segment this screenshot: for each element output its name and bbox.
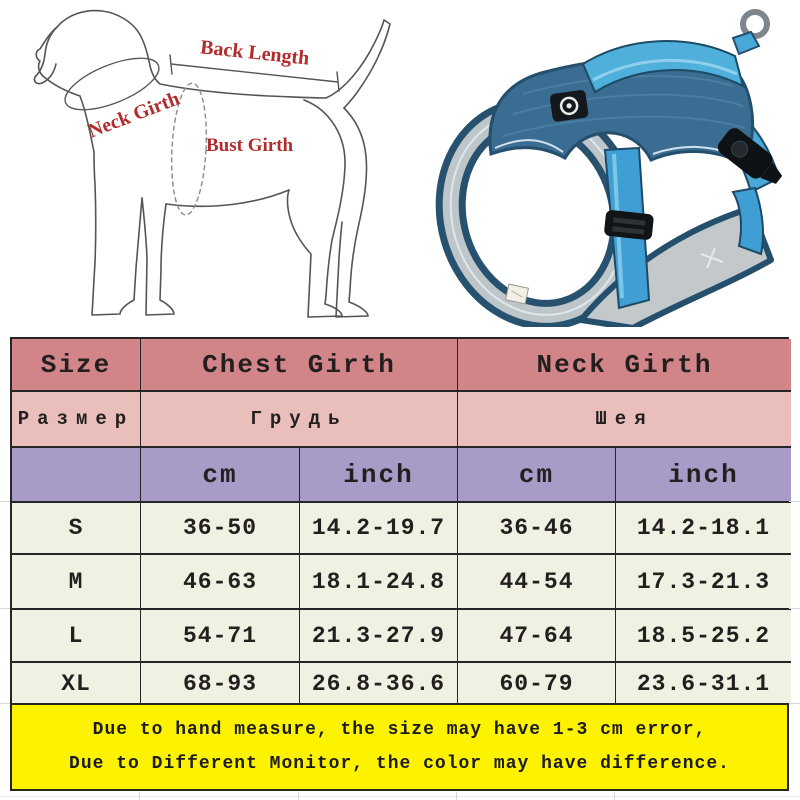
col-header-neck-girth-ru: Шея — [458, 392, 791, 448]
size-label: XL — [12, 663, 141, 705]
chest-inch-value: 18.1-24.8 — [300, 555, 458, 610]
size-label: L — [12, 610, 141, 663]
neck-cm-value: 44-54 — [458, 555, 616, 610]
chest-inch-value: 14.2-19.7 — [300, 503, 458, 555]
harness-product-photo — [433, 2, 798, 327]
col-header-size-ru: Размер — [12, 392, 141, 448]
neck-girth-label: Neck Girth — [85, 87, 183, 143]
neck-inch-value: 14.2-18.1 — [616, 503, 791, 555]
col-header-size: Size — [12, 339, 141, 392]
neck-cm-value: 36-46 — [458, 503, 616, 555]
neck-cm-value: 47-64 — [458, 610, 616, 663]
strap-slider-buckle — [604, 210, 654, 241]
col-header-chest-girth-ru: Грудь — [141, 392, 458, 448]
dog-measurement-diagram — [0, 0, 430, 335]
neck-cm-value: 60-79 — [458, 663, 616, 705]
bust-girth-label: Bust Girth — [206, 135, 294, 156]
d-ring — [733, 12, 767, 54]
back-length-label: Back Length — [199, 36, 311, 70]
unit-chest-inch: inch — [300, 448, 458, 503]
brand-logo-patch — [549, 89, 589, 122]
chest-inch-value: 26.8-36.6 — [300, 663, 458, 705]
neck-inch-value: 18.5-25.2 — [616, 610, 791, 663]
size-chart-table — [10, 337, 789, 703]
size-label: S — [12, 503, 141, 555]
chest-cm-value: 54-71 — [141, 610, 300, 663]
unit-cell-empty — [12, 448, 141, 503]
chest-cm-value: 46-63 — [141, 555, 300, 610]
notice-line-1: Due to hand measure, the size may have 1-3 cm error, — [92, 719, 707, 740]
col-header-chest-girth: Chest Girth — [141, 339, 458, 392]
col-header-neck-girth: Neck Girth — [458, 339, 791, 392]
chest-cm-value: 68-93 — [141, 663, 300, 705]
chest-inch-value: 21.3-27.9 — [300, 610, 458, 663]
size-label: M — [12, 555, 141, 610]
size-tag — [506, 284, 529, 304]
unit-neck-inch: inch — [616, 448, 791, 503]
unit-neck-cm: cm — [458, 448, 616, 503]
unit-chest-cm: cm — [141, 448, 300, 503]
notice-line-2: Due to Different Monitor, the color may have difference. — [69, 754, 730, 775]
chest-cm-value: 36-50 — [141, 503, 300, 555]
neck-inch-value: 23.6-31.1 — [616, 663, 791, 705]
neck-inch-value: 17.3-21.3 — [616, 555, 791, 610]
measurement-notice — [10, 703, 789, 791]
